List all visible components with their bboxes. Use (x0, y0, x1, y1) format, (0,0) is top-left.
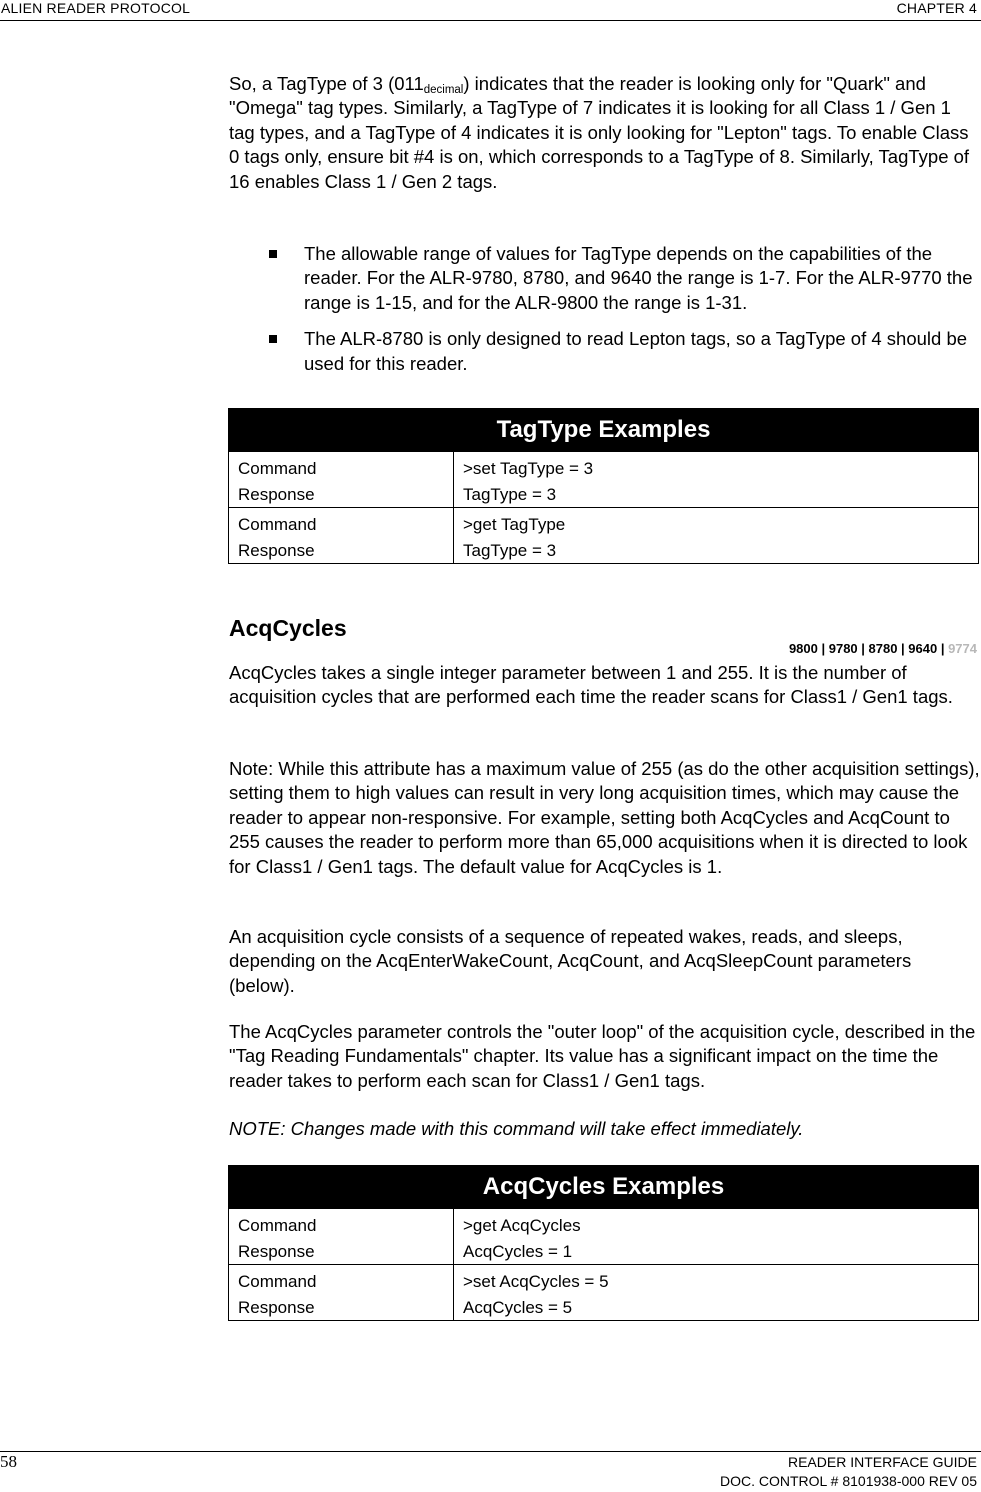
table-value-cell (454, 1209, 979, 1265)
label-response: Response (238, 1241, 315, 1261)
value-response: AcqCycles = 1 (463, 1241, 573, 1261)
model-compatibility (789, 641, 977, 656)
header-rule (0, 20, 981, 21)
table-row (229, 508, 979, 564)
square-bullet-icon (269, 335, 277, 343)
table-title: TagType Examples (229, 409, 979, 452)
tagtype-examples-table (228, 408, 979, 564)
bullet-text: The allowable range of values for TagType depends on the capabilities of the reader. For the ALR-9780, 8780, and 9640 the range is 1-7. For the ALR-9770 the range is 1-15, and for the ALR-9800 the range is 1-31. (304, 243, 973, 313)
label-command: Command (238, 459, 317, 478)
running-header-right: CHAPTER 4 (896, 0, 977, 16)
acqcycles-examples-table (228, 1165, 979, 1321)
label-command: Command (238, 515, 317, 534)
label-response: Response (238, 1297, 315, 1317)
page-number: 58 (0, 1452, 17, 1471)
table-value-cell (454, 508, 979, 564)
paragraph: AcqCycles takes a single integer parameter between 1 and 255. It is the number of acquisition cycles that are performed each time the reader scans for Class1 / Gen1 tags. (229, 662, 953, 708)
label-command: Command (238, 1272, 317, 1291)
label-response: Response (238, 540, 315, 560)
paragraph: The AcqCycles parameter controls the "outer loop" of the acquisition cycle, described in the "Tag Reading Fundamentals" chapter. Its value has a significant impact on the time the reader takes to perform each scan for Class1 / Gen1 tags. (229, 1021, 976, 1091)
models-unsupported: 9774 (948, 641, 977, 656)
value-response: AcqCycles = 5 (463, 1297, 573, 1317)
intro-text-start: So, a TagType of 3 (011 (229, 73, 424, 94)
table-label-cell (229, 452, 454, 508)
value-command: >get TagType (463, 515, 566, 534)
footer-rule (0, 1451, 981, 1452)
value-command: >set TagType = 3 (463, 459, 594, 478)
table-row (229, 452, 979, 508)
models-supported: 9800 | 9780 | 8780 | 9640 | (788, 641, 949, 656)
intro-subscript: decimal (423, 84, 464, 96)
bullet-text: The ALR-8780 is only designed to read Lepton tags, so a TagType of 4 should be used for this reader. (304, 328, 968, 374)
table-label-cell (229, 1265, 454, 1321)
table-label-cell (229, 1209, 454, 1265)
square-bullet-icon (269, 250, 277, 258)
value-command: >set AcqCycles = 5 (463, 1272, 609, 1291)
paragraph: Note: While this attribute has a maximum value of 255 (as do the other acquisition settings), setting them to high values can result in very long acquisition times, which may cause the reader to appear non-responsive. For example, setting both AcqCycles and AcqCount to 255 causes the reader to perform more than 65,000 acquisitions when it is directed to look for Class1 / Gen1 tags. The default value for AcqCycles is 1. (229, 758, 980, 877)
bullet-item (229, 242, 981, 315)
label-response: Response (238, 484, 315, 504)
table-value-cell (454, 1265, 979, 1321)
label-command: Command (238, 1216, 317, 1235)
table-row (229, 1209, 979, 1265)
footer-guide-title: READER INTERFACE GUIDE (787, 1454, 977, 1470)
value-command: >get AcqCycles (463, 1216, 581, 1235)
intro-text-end: ) indicates that the reader is looking only for "Quark" and "Omega" tag types. Similarly, a TagType of 7 indicates it is looking for all Class 1 / Gen 1 tag types, and a TagType of 4 indicates it is only looking for "Lepton" tags. To enable Class 0 tags only, ensure bit #4 is on, which corresponds to a TagType of 8. Similarly, TagType of 16 enables Class 1 / Gen 2 tags. (229, 73, 970, 192)
paragraph: An acquisition cycle consists of a sequence of repeated wakes, reads, and sleeps, depending on the AcqEnterWakeCount, AcqCount, and AcqSleepCount parameters (below). (229, 926, 912, 996)
table-title: AcqCycles Examples (229, 1166, 979, 1209)
intro-paragraph (229, 72, 981, 194)
running-header-left: ALIEN READER PROTOCOL (1, 0, 191, 16)
value-response: TagType = 3 (463, 484, 557, 504)
bullet-list (229, 242, 981, 388)
table-label-cell (229, 508, 454, 564)
bullet-item (229, 327, 981, 376)
section-heading: AcqCycles (229, 615, 347, 641)
note-paragraph: NOTE: Changes made with this command will take effect immediately. (229, 1118, 804, 1139)
table-value-cell (454, 452, 979, 508)
value-response: TagType = 3 (463, 540, 557, 560)
table-row (229, 1265, 979, 1321)
footer-doc-control: DOC. CONTROL # 8101938-000 REV 05 (719, 1473, 977, 1489)
